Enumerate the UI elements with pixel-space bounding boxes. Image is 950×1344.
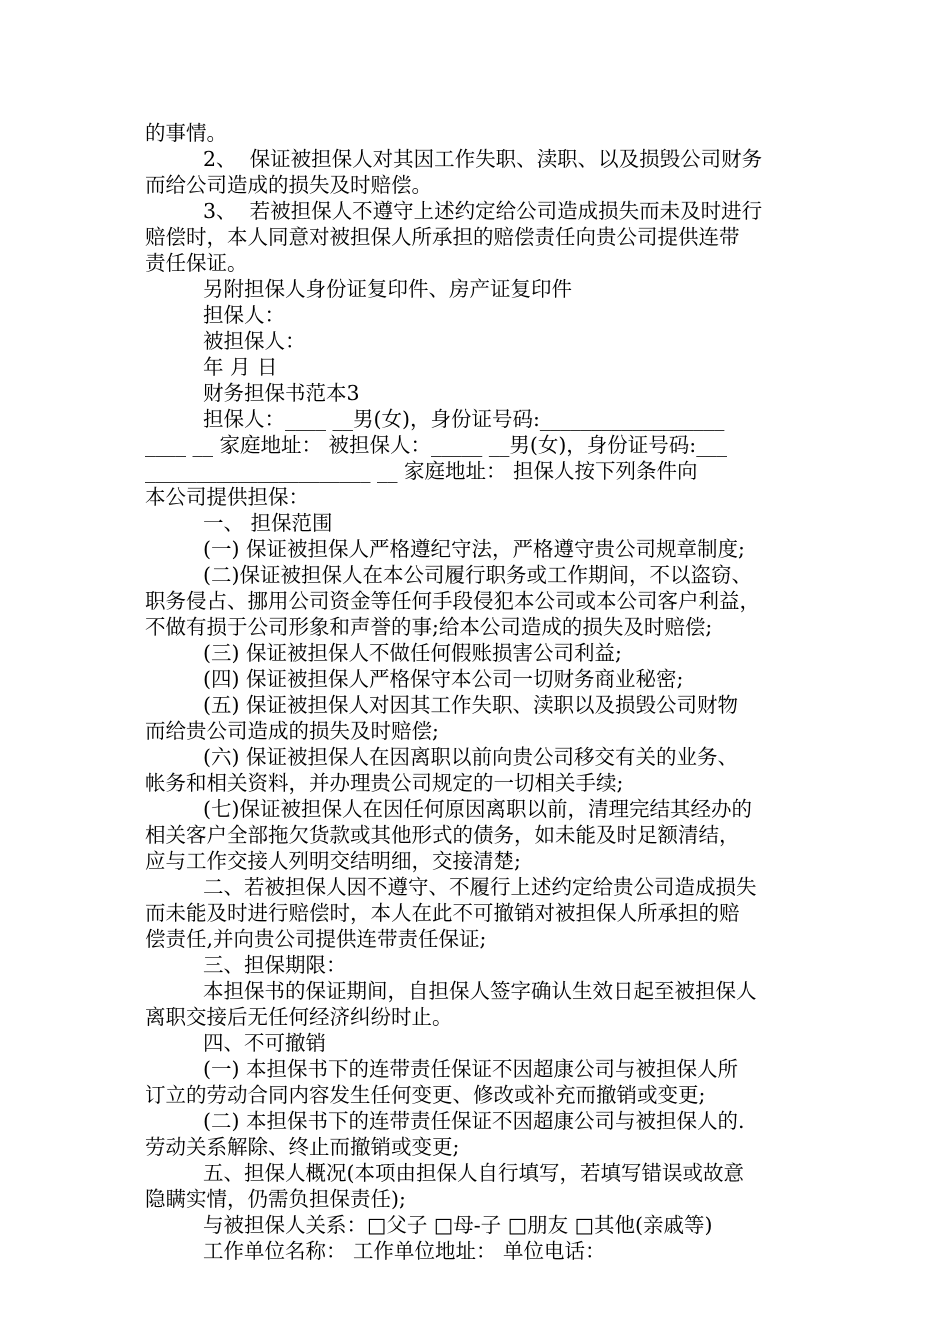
document-line: 偿责任,并向贵公司提供连带责任保证; xyxy=(145,927,487,951)
document-line: 应与工作交接人列明交结明细，交接清楚; xyxy=(145,849,521,873)
document-line: 担保人：____ __男(女)，身份证号码:__________________ xyxy=(203,407,725,431)
document-line: 而未能及时进行赔偿时，本人在此不可撤销对被担保人所承担的赔 xyxy=(145,901,740,925)
document-line: 相关客户全部拖欠货款或其他形式的债务，如未能及时足额清结， xyxy=(145,823,740,847)
document-line: 2、 保证被担保人对其因工作失职、渎职、以及损毁公司财务 xyxy=(203,147,763,171)
document-line: 而给贵公司造成的损失及时赔偿; xyxy=(145,719,439,743)
document-line: (五) 保证被担保人对因其工作失职、渎职以及损毁公司财物 xyxy=(203,693,739,717)
document-line: 被担保人： xyxy=(203,329,306,353)
document-line: 工作单位名称： 工作单位地址： 单位电话： xyxy=(203,1239,606,1263)
document-line: 二、若被担保人因不遵守、不履行上述约定给贵公司造成损失 xyxy=(203,875,757,899)
document-line: 3、 若被担保人不遵守上述约定给公司造成损失而未及时进行 xyxy=(203,199,763,223)
document-line: (二)保证被担保人在本公司履行职务或工作期间，不以盗窃、 xyxy=(203,563,752,587)
document-line: 职务侵占、挪用公司资金等任何手段侵犯本公司或本公司客户利益， xyxy=(145,589,760,613)
document-line: 与被担保人关系：□父子 □母-子 □朋友 □其他(亲戚等) xyxy=(203,1213,713,1237)
document-line: 四、不可撤销 xyxy=(203,1031,326,1055)
document-line: 而给公司造成的损失及时赔偿。 xyxy=(145,173,432,197)
document-page xyxy=(145,120,810,1264)
document-line: 订立的劳动合同内容发生任何变更、修改或补充而撤销或变更; xyxy=(145,1083,706,1107)
document-line: 隐瞒实情，仍需负担保责任); xyxy=(145,1187,406,1211)
document-line: ______________________ __ 家庭地址： 担保人按下列条件向 xyxy=(145,459,698,483)
document-line: 本担保书的保证期间，自担保人签字确认生效日起至被担保人 xyxy=(203,979,757,1003)
document-line: ____ __ 家庭地址： 被担保人：_____ __男(女)，身份证号码:___ xyxy=(145,433,727,457)
document-line: (四) 保证被担保人严格保守本公司一切财务商业秘密; xyxy=(203,667,684,691)
document-line: (二) 本担保书下的连带责任保证不因超康公司与被担保人的. xyxy=(203,1109,745,1133)
document-line: 不做有损于公司形象和声誉的事;给本公司造成的损失及时赔偿; xyxy=(145,615,713,639)
document-line: 财务担保书范本3 xyxy=(203,381,360,405)
document-line: (七)保证被担保人在因任何原因离职以前，清理完结其经办的 xyxy=(203,797,752,821)
document-line: 的事情。 xyxy=(145,121,227,145)
document-body xyxy=(145,120,810,1264)
document-line: (一) 保证被担保人严格遵纪守法，严格遵守贵公司规章制度; xyxy=(203,537,745,561)
document-line: (三) 保证被担保人不做任何假账损害公司利益; xyxy=(203,641,622,665)
document-line: 赔偿时，本人同意对被担保人所承担的赔偿责任向贵公司提供连带 xyxy=(145,225,740,249)
document-line: 劳动关系解除、终止而撤销或变更; xyxy=(145,1135,460,1159)
document-line: 另附担保人身份证复印件、房产证复印件 xyxy=(203,277,572,301)
document-line: 本公司提供担保： xyxy=(145,485,309,509)
document-line: 离职交接后无任何经济纠纷时止。 xyxy=(145,1005,453,1029)
document-line: 一、 担保范围 xyxy=(203,511,333,535)
document-line: (一) 本担保书下的连带责任保证不因超康公司与被担保人所 xyxy=(203,1057,739,1081)
document-line: 担保人： xyxy=(203,303,285,327)
document-line: 年 月 日 xyxy=(203,355,278,379)
document-line: 帐务和相关资料，并办理贵公司规定的一切相关手续; xyxy=(145,771,624,795)
document-line: 责任保证。 xyxy=(145,251,248,275)
document-line: (六) 保证被担保人在因离职以前向贵公司移交有关的业务、 xyxy=(203,745,739,769)
document-line: 五、担保人概况(本项由担保人自行填写，若填写错误或故意 xyxy=(203,1161,744,1185)
document-line: 三、担保期限： xyxy=(203,953,347,977)
